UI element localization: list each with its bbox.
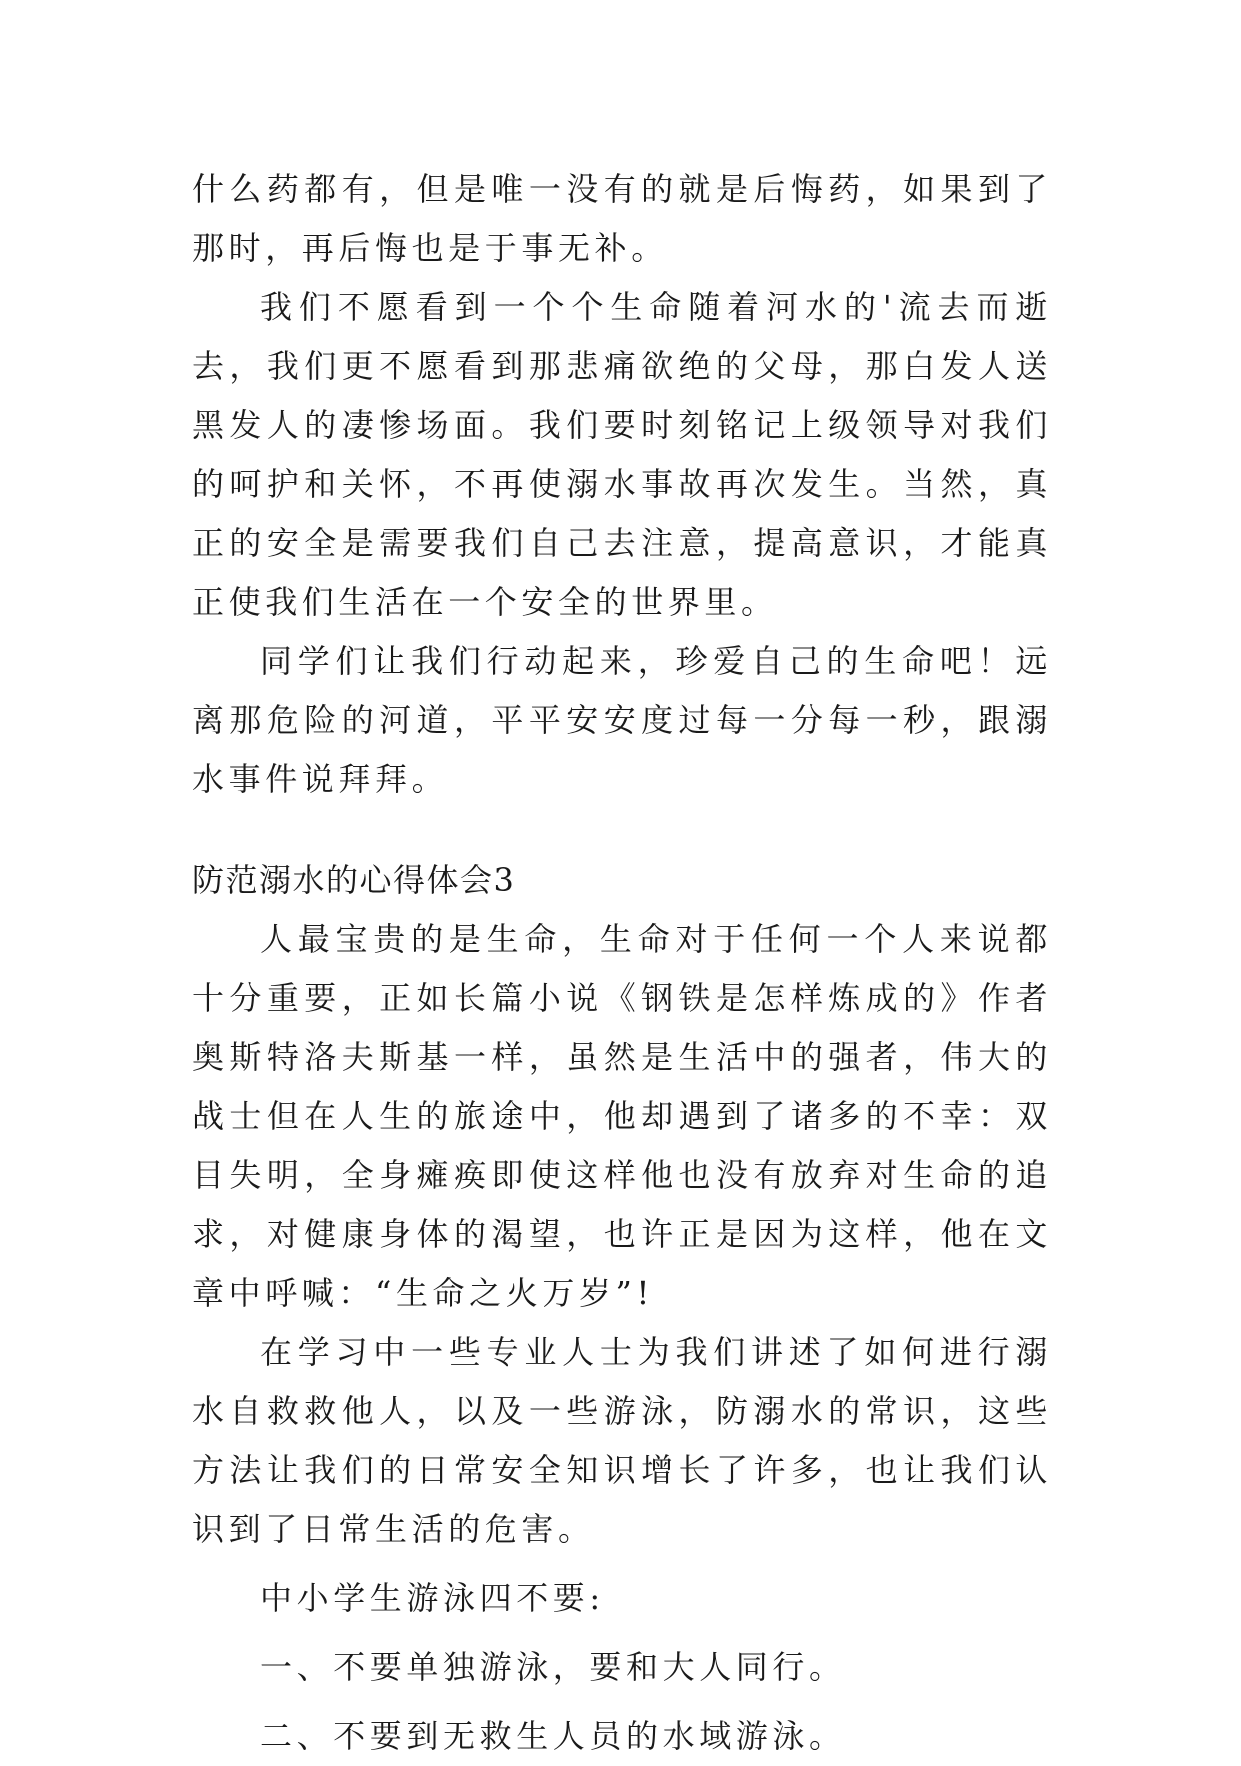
paragraph-continuation: 什么药都有，但是唯一没有的就是后悔药，如果到了那时，再后悔也是于事无补。	[192, 170, 1052, 267]
paragraph: 在学习中一些专业人士为我们讲述了如何进行溺水自救救他人，以及一些游泳，防溺水的常识，这些方法让我们的日常安全知识增长了许多，也让我们认识到了日常生活的危害。	[192, 1333, 1052, 1548]
paragraph: 同学们让我们行动起来，珍爱自己的生命吧！远离那危险的河道，平平安安度过每一分每一秒，跟溺水事件说拜拜。	[192, 642, 1052, 798]
list-item: 二、不要到无救生人员的水域游泳。	[260, 1717, 846, 1755]
paragraph: 人最宝贵的是生命，生命对于任何一个人来说都十分重要，正如长篇小说《钢铁是怎样炼成的》作者奥斯特洛夫斯基一样，虽然是生活中的强者，伟大的战士但在人生的旅途中，他却遇到了诸多的不幸：双目失明，全身瘫痪即使这样他也没有放弃对生命的追求，对健康身体的渴望，也许正是因为这样，他在文章中呼喊：“生命之火万岁”!	[192, 920, 1052, 1312]
list-item: 一、不要单独游泳，要和大人同行。	[260, 1648, 846, 1686]
list-title: 中小学生游泳四不要:	[260, 1579, 605, 1617]
section-title: 防范溺水的心得体会3	[192, 861, 516, 899]
document-body	[192, 160, 1052, 1766]
paragraph: 我们不愿看到一个个生命随着河水的'流去而逝去，我们更不愿看到那悲痛欲绝的父母，那白发人送黑发人的凄惨场面。我们要时刻铭记上级领导对我们的呵护和关怀，不再使溺水事故再次发生。当然，真正的安全是需要我们自己去注意，提高意识，才能真正使我们生活在一个安全的世界里。	[192, 288, 1052, 621]
